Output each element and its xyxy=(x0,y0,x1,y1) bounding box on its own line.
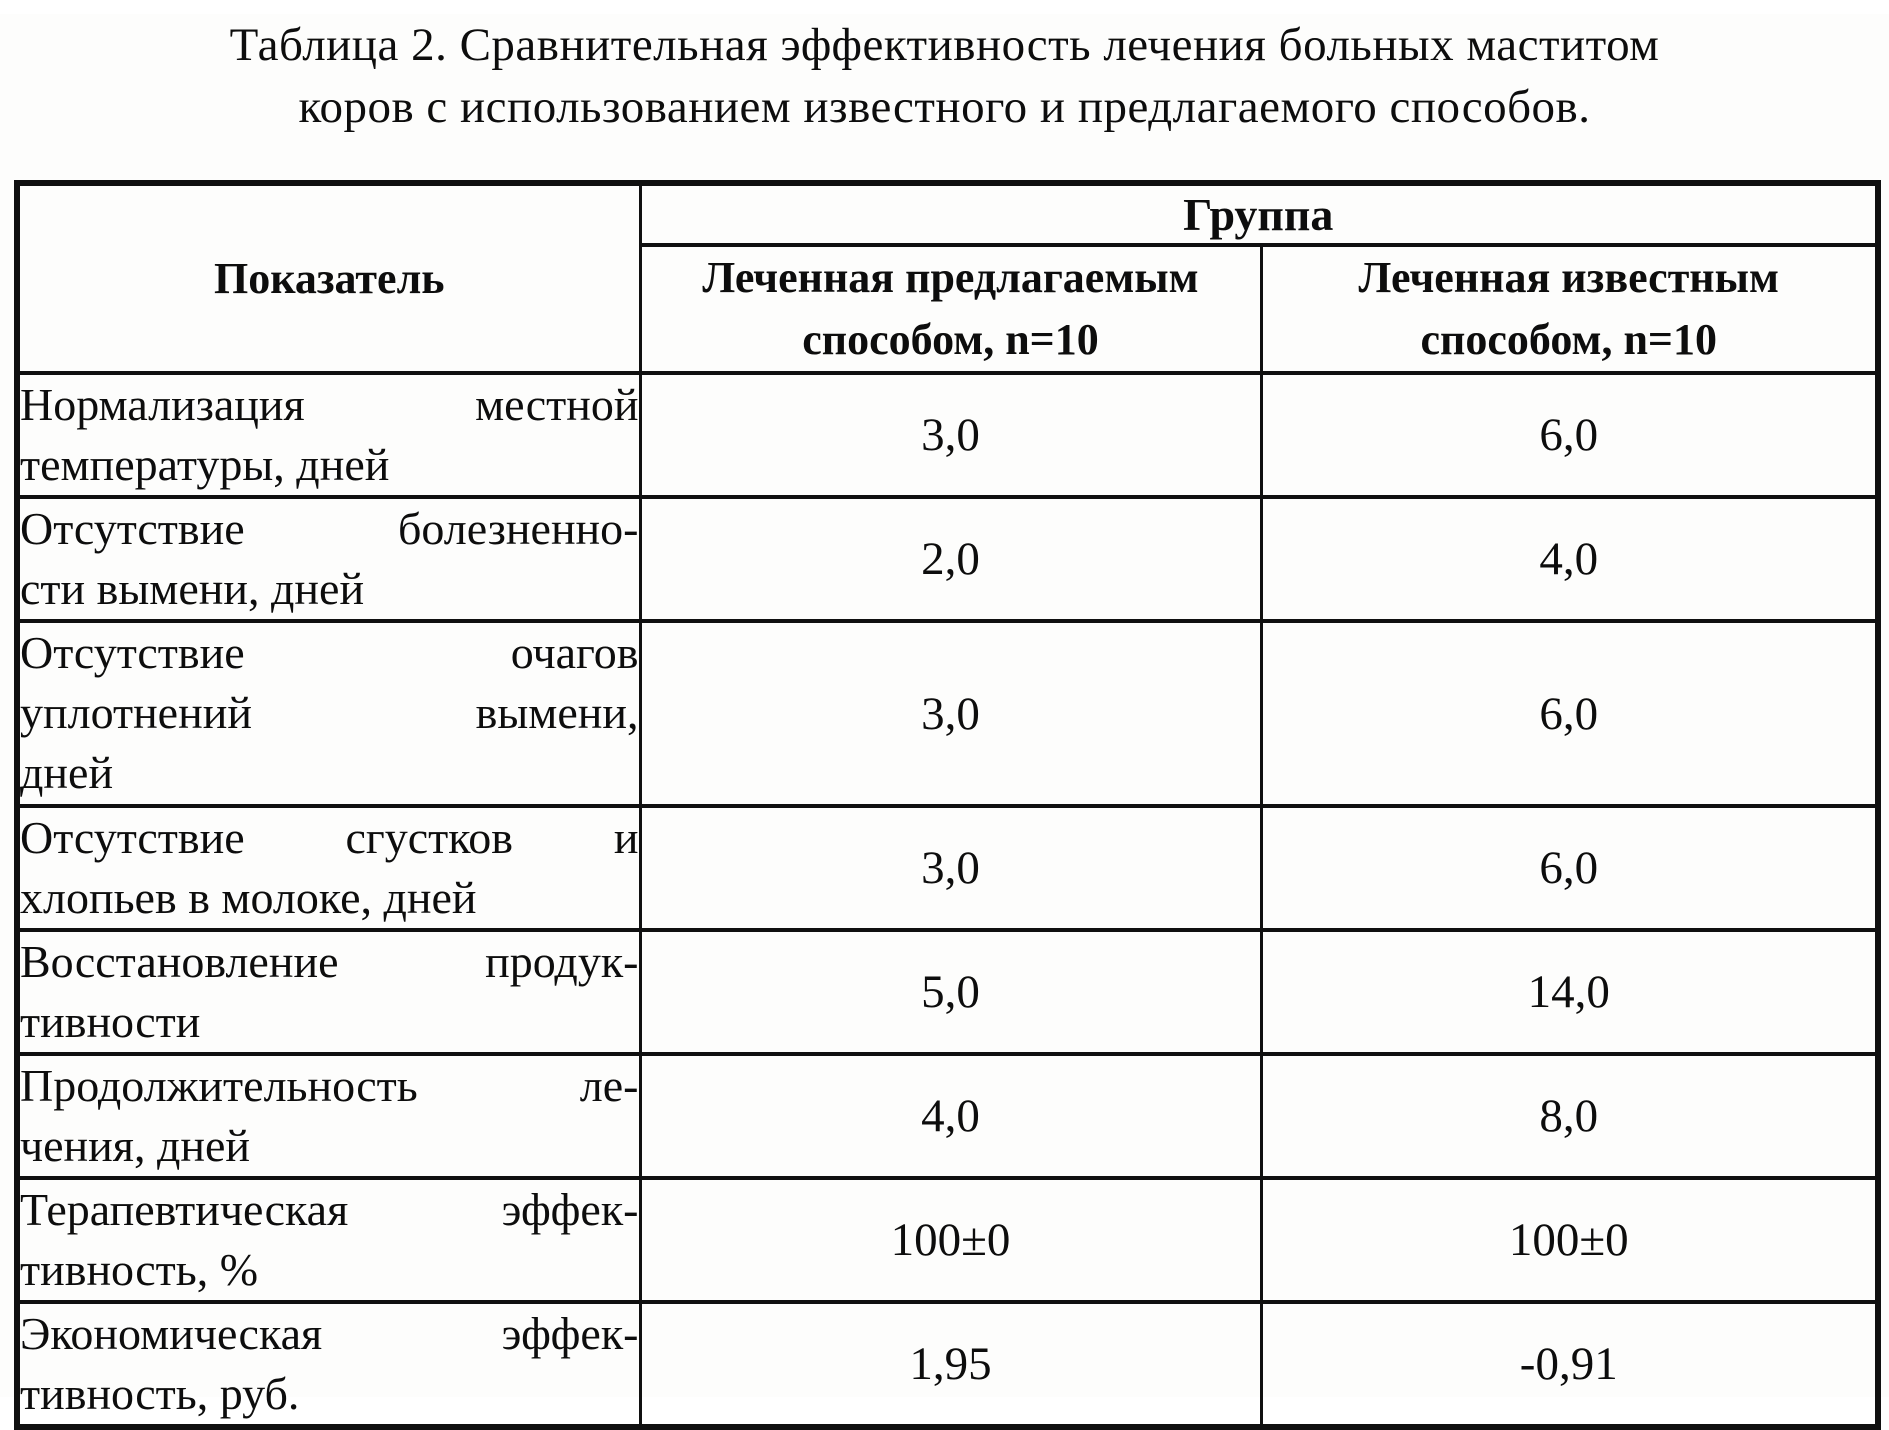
label-line: дней xyxy=(20,747,114,798)
value-known: 6,0 xyxy=(1261,621,1878,806)
value-proposed: 3,0 xyxy=(640,621,1261,806)
row-label xyxy=(17,806,640,930)
label-line: Терапевтическая эффек- xyxy=(20,1184,639,1235)
group-column-header: Группа xyxy=(640,183,1878,245)
value-proposed: 3,0 xyxy=(640,806,1261,930)
treated-proposed-header xyxy=(640,245,1261,373)
label-line: хлопьев в молоке, дней xyxy=(20,872,477,923)
label-line: Нормализация местной xyxy=(20,379,639,430)
value-known: -0,91 xyxy=(1261,1302,1878,1427)
value-proposed: 2,0 xyxy=(640,497,1261,621)
row-label xyxy=(17,621,640,806)
value-known: 14,0 xyxy=(1261,930,1878,1054)
table-caption xyxy=(60,14,1829,138)
label-line: уплотнений вымени, xyxy=(20,687,639,738)
row-label xyxy=(17,1054,640,1178)
value-known: 4,0 xyxy=(1261,497,1878,621)
value-proposed: 3,0 xyxy=(640,373,1261,497)
table-row xyxy=(17,930,1878,1054)
table-row xyxy=(17,1178,1878,1302)
value-proposed: 1,95 xyxy=(640,1302,1261,1427)
caption-line: коров с использованием известного и предлагаемого способов. xyxy=(298,81,1591,133)
value-known: 8,0 xyxy=(1261,1054,1878,1178)
value-known: 6,0 xyxy=(1261,373,1878,497)
table-row xyxy=(17,497,1878,621)
label-line: сти вымени, дней xyxy=(20,563,365,614)
value-known: 6,0 xyxy=(1261,806,1878,930)
treated-known-header xyxy=(1261,245,1878,373)
value-proposed: 5,0 xyxy=(640,930,1261,1054)
label-line: тивность, % xyxy=(20,1244,259,1295)
row-label xyxy=(17,1302,640,1427)
header-line: способом, n=10 xyxy=(802,315,1099,364)
header-line: способом, n=10 xyxy=(1420,315,1718,364)
caption-line: Таблица 2. Сравнительная эффективность лечения больных маститом xyxy=(229,19,1660,71)
table-row xyxy=(17,621,1878,806)
row-label xyxy=(17,373,640,497)
row-label xyxy=(17,1178,640,1302)
label-line: температуры, дней xyxy=(20,439,390,490)
label-line: Восстановление продук- xyxy=(20,936,639,987)
table-row xyxy=(17,806,1878,930)
document-page xyxy=(0,14,1889,1419)
label-line: Отсутствие очагов xyxy=(20,627,639,678)
label-line: Отсутствие болезненно- xyxy=(20,503,639,554)
label-line: тивности xyxy=(20,996,201,1047)
table-row xyxy=(17,1054,1878,1178)
row-label xyxy=(17,930,640,1054)
comparison-table xyxy=(14,180,1881,1430)
value-known: 100±0 xyxy=(1261,1178,1878,1302)
table-row xyxy=(17,373,1878,497)
label-line: тивность, руб. xyxy=(20,1368,300,1419)
label-line: Продолжительность ле- xyxy=(20,1060,639,1111)
indicator-column-header: Показатель xyxy=(17,183,640,373)
header-line: Леченная предлагаемым xyxy=(702,253,1199,302)
table-row xyxy=(17,1302,1878,1427)
value-proposed: 100±0 xyxy=(640,1178,1261,1302)
row-label xyxy=(17,497,640,621)
header-line: Леченная известным xyxy=(1358,253,1779,302)
label-line: чения, дней xyxy=(20,1120,250,1171)
label-line: Экономическая эффек- xyxy=(20,1308,639,1359)
value-proposed: 4,0 xyxy=(640,1054,1261,1178)
label-line: Отсутствие сгустков и xyxy=(20,812,639,863)
header-row-group xyxy=(17,183,1878,245)
